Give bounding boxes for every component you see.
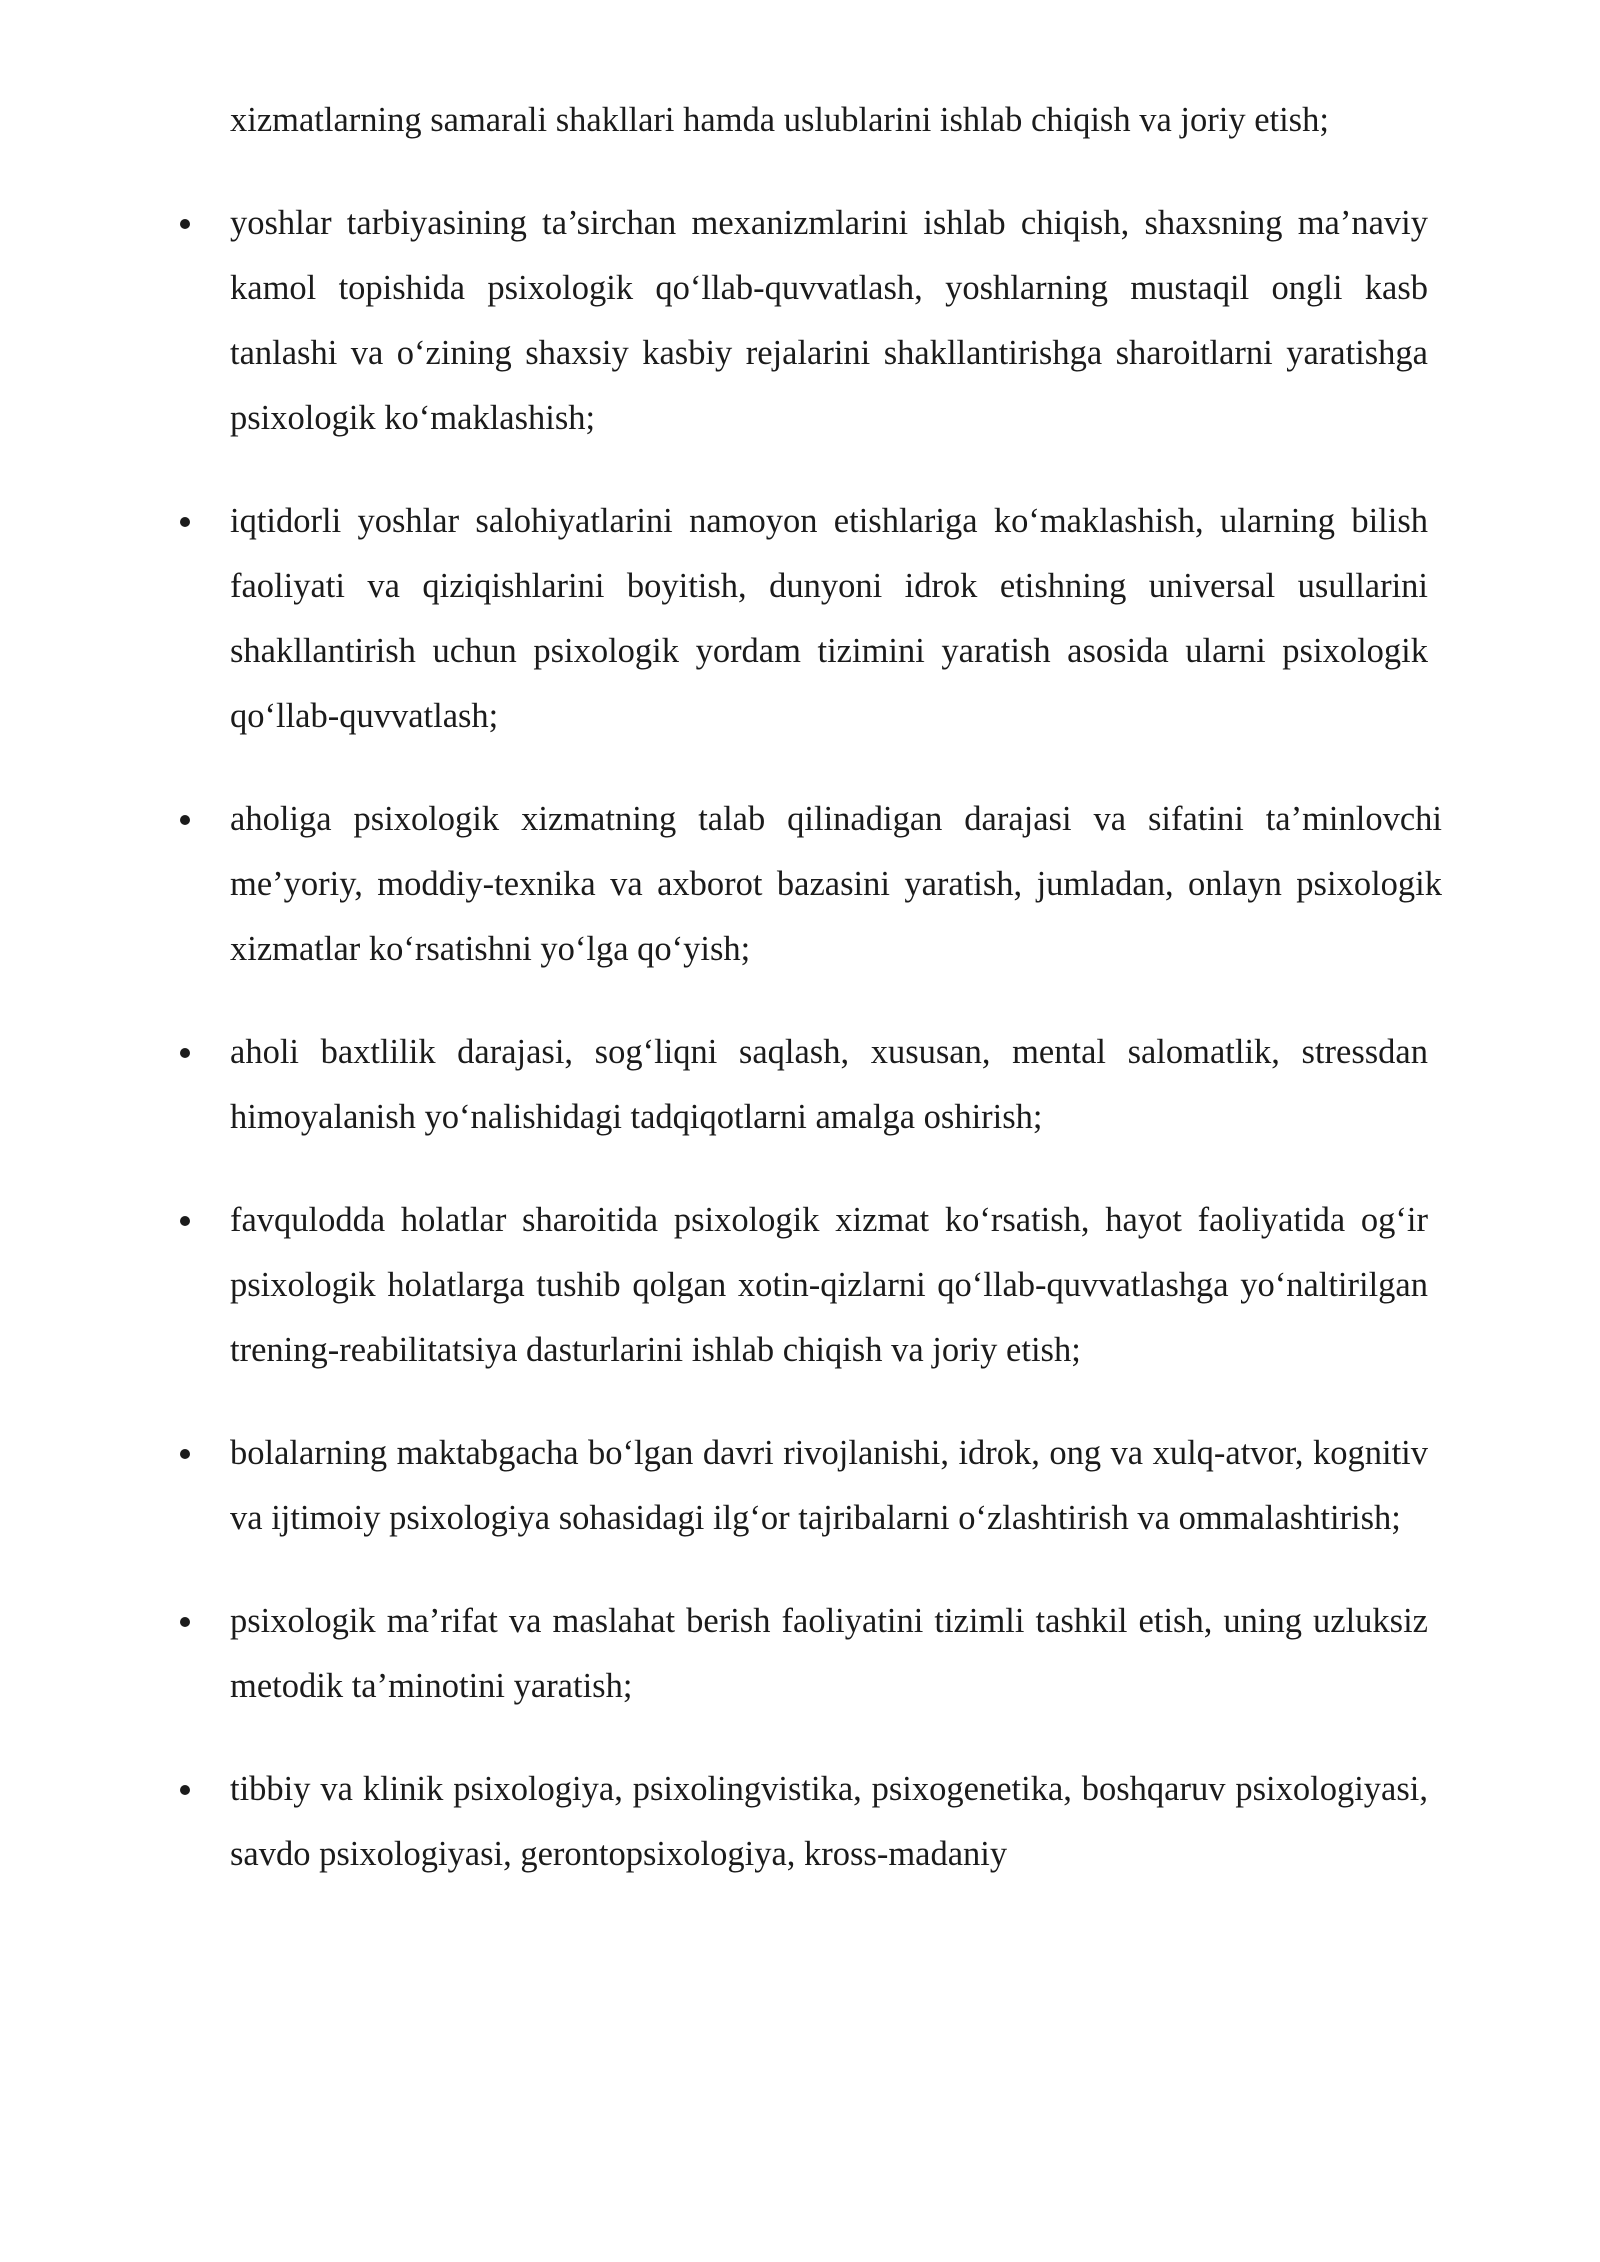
bullet-icon [180, 1449, 190, 1459]
list-item-text: yoshlar tarbiyasining ta’sirchan mexanizmlarini ishlab chiqish, shaxsning ma’naviy kamol topishida psixologik qo‘llab-quvvatlash, yoshlarning mustaqil ongli kasb tanlashi va o‘zining shaxsiy kasbiy rejalarini shakllantirishga sharoitlarni yaratishga psixologik ko‘maklashish; [230, 204, 1428, 437]
list-item [230, 1188, 1428, 1383]
list-item-text: psixologik ma’rifat va maslahat berish faoliyatini tizimli tashkil etish, uning uzluksiz metodik ta’minotini yaratish; [230, 1602, 1428, 1705]
list-item [230, 489, 1428, 749]
bullet-list [0, 191, 1600, 1887]
list-item [230, 1020, 1428, 1150]
list-item [230, 1757, 1428, 1887]
list-item-text: aholiga psixologik xizmatning talab qilinadigan darajasi va sifatini ta’minlovchi me’yoriy, moddiy-texnika va axborot bazasini yaratish, jumladan, onlayn psixologik xizmatlar ko‘rsatishni yo‘lga qo‘yish; [230, 800, 1442, 968]
bullet-icon [180, 1216, 190, 1226]
list-item-text: bolalarning maktabgacha bo‘lgan davri rivojlanishi, idrok, ong va xulq-atvor, kognitiv va ijtimoiy psixologiya sohasidagi ilg‘or tajribalarni o‘zlashtirish va ommalashtirish; [230, 1434, 1428, 1537]
bullet-icon [180, 1048, 190, 1058]
bullet-icon [180, 517, 190, 527]
list-item-text: aholi baxtlilik darajasi, sog‘liqni saqlash, xususan, mental salomatlik, stressdan himoyalanish yo‘nalishidagi tadqiqotlarni amalga oshirish; [230, 1033, 1428, 1136]
bullet-icon [180, 815, 190, 825]
continuation-paragraph: xizmatlarning samarali shakllari hamda uslublarini ishlab chiqish va joriy etish; [230, 101, 1329, 139]
list-item [230, 787, 1442, 982]
list-item [230, 191, 1428, 451]
bullet-icon [180, 219, 190, 229]
list-item-text: iqtidorli yoshlar salohiyatlarini namoyon etishlariga ko‘maklashish, ularning bilish faoliyati va qiziqishlarini boyitish, dunyoni idrok etishning universal usullarini shakllantirish uchun psixologik yordam tizimini yaratish asosida ularni psixologik qo‘llab-quvvatlash; [230, 502, 1428, 735]
bullet-icon [180, 1617, 190, 1627]
list-item [230, 1421, 1428, 1551]
list-item-text: tibbiy va klinik psixologiya, psixolingvistika, psixogenetika, boshqaruv psixologiyasi, savdo psixologiyasi, gerontopsixologiya, kross-madaniy [230, 1770, 1428, 1873]
list-item [230, 1589, 1428, 1719]
list-item-text: favqulodda holatlar sharoitida psixologik xizmat ko‘rsatish, hayot faoliyatida og‘ir psixologik holatlarga tushib qolgan xotin-qizlarni qo‘llab-quvvatlashga yo‘naltirilgan trening-reabilitatsiya dasturlarini ishlab chiqish va joriy etish; [230, 1201, 1428, 1369]
bullet-icon [180, 1785, 190, 1795]
